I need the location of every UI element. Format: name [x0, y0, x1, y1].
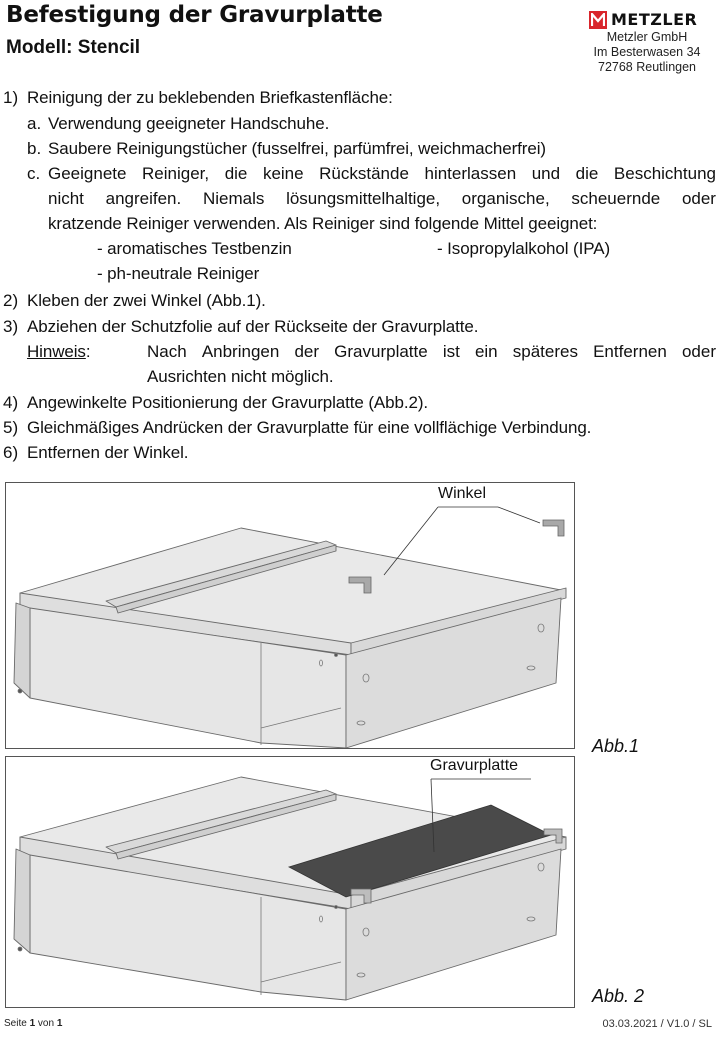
word: Gravurplatte	[334, 342, 428, 361]
step-3-text: Abziehen der Schutzfolie auf der Rückseite der Gravurplatte.	[27, 317, 479, 336]
step-1b-text: Saubere Reinigungstücher (fusselfrei, parfümfrei, weichmacherfrei)	[48, 139, 546, 158]
step-4-text: Angewinkelte Positionierung der Gravurplatte (Abb.2).	[27, 393, 429, 412]
word: angreifen.	[105, 189, 182, 208]
company-address	[582, 30, 712, 75]
step-1-text: Reinigung der zu beklebenden Briefkastenfläche:	[27, 88, 393, 107]
note-line-2: Ausrichten nicht möglich.	[147, 367, 334, 386]
word: ist	[442, 342, 460, 361]
note-label-text: Hinweis	[27, 342, 86, 361]
step-5-text: Gleichmäßiges Andrücken der Gravurplatte für eine vollflächige Verbindung.	[27, 418, 592, 437]
logo-text: METZLER	[611, 10, 698, 29]
address-line: Im Besterwasen 34	[593, 45, 701, 59]
step-number: 3)	[3, 317, 19, 336]
address-line: Metzler GmbH	[606, 30, 688, 44]
page-current: 1	[29, 1018, 36, 1029]
substep-letter: c.	[27, 164, 41, 183]
word: Rückstände	[319, 164, 409, 183]
word: der	[294, 342, 320, 361]
figure-abb-2	[5, 756, 575, 1008]
word: Beschichtung	[613, 164, 716, 183]
cleaner-item: - aromatisches Testbenzin	[97, 239, 292, 258]
word: oder	[681, 189, 716, 208]
word: Reiniger,	[142, 164, 210, 183]
word: Entfernen	[593, 342, 667, 361]
step-1c-line-1	[48, 164, 716, 184]
step-number: 5)	[3, 418, 19, 437]
word: organische,	[461, 189, 550, 208]
logo-mark-icon	[589, 11, 607, 29]
page-total: 1	[56, 1018, 63, 1029]
step-number: 6)	[3, 443, 19, 462]
step-1c-line-3: kratzende Reiniger verwenden. Als Reiniger sind folgende Mittel geeignet:	[48, 214, 598, 233]
address-line: 72768 Reutlingen	[598, 60, 696, 74]
step-2-text: Kleben der zwei Winkel (Abb.1).	[27, 291, 266, 310]
step-6-text: Entfernen der Winkel.	[27, 443, 189, 462]
word: die	[224, 164, 248, 183]
word: Anbringen	[201, 342, 280, 361]
company-logo	[589, 10, 697, 29]
step-1c-line-2	[48, 189, 716, 209]
cleaner-item: - ph-neutrale Reiniger	[97, 264, 260, 283]
page-title: Befestigung der Gravurplatte	[6, 2, 383, 28]
word: hinterlassen	[424, 164, 517, 183]
substep-letter: a.	[27, 114, 42, 133]
note-line-1	[147, 342, 716, 362]
step-number: 4)	[3, 393, 19, 412]
word: nicht	[48, 189, 84, 208]
note-colon: :	[85, 342, 91, 361]
caption-abb-2: Abb. 2	[592, 986, 645, 1006]
page-number	[4, 1018, 62, 1029]
mailbox-drawing-1	[6, 483, 574, 748]
caption-abb-1: Abb.1	[592, 736, 640, 756]
callout-gravurplatte: Gravurplatte	[430, 757, 519, 774]
word: keine	[262, 164, 304, 183]
document-version: 03.03.2021 / V1.0 / SL	[602, 1018, 712, 1030]
step-number: 2)	[3, 291, 19, 310]
callout-winkel: Winkel	[438, 485, 487, 502]
cleaner-item: - Isopropylalkohol (IPA)	[437, 239, 611, 258]
word: ein	[474, 342, 498, 361]
mailbox-drawing-2	[6, 757, 574, 1007]
word: scheuernde	[571, 189, 661, 208]
word: Niemals	[202, 189, 265, 208]
page-subtitle: Modell: Stencil	[6, 37, 141, 58]
page-prefix: Seite	[4, 1018, 30, 1029]
word: Nach	[147, 342, 187, 361]
step-1a-text: Verwendung geeigneter Handschuhe.	[48, 114, 330, 133]
word: oder	[681, 342, 716, 361]
page-mid: von	[35, 1018, 57, 1029]
word: die	[575, 164, 599, 183]
word: und	[531, 164, 561, 183]
figure-abb-1	[5, 482, 575, 749]
word: späteres	[512, 342, 578, 361]
word: Geeignete	[48, 164, 127, 183]
step-number: 1)	[3, 88, 19, 107]
note-label	[27, 342, 90, 362]
substep-letter: b.	[27, 139, 42, 158]
word: lösungsmittelhaltige,	[286, 189, 441, 208]
